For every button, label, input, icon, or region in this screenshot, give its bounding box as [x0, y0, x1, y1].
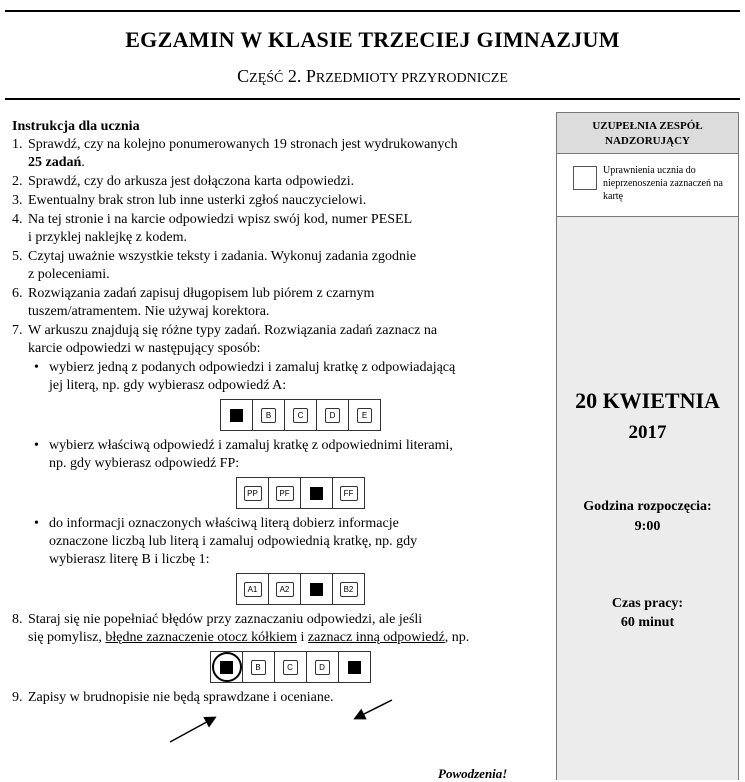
bullet: • — [34, 360, 39, 375]
correction-circle — [212, 652, 242, 682]
exam-subtitle — [0, 66, 745, 87]
answer-cell — [252, 399, 284, 431]
item-bold-text: 25 zadań — [28, 155, 82, 170]
answer-box-label: A2 — [276, 582, 294, 597]
exam-date: 20 KWIETNIA — [575, 388, 720, 413]
item-number: 2. — [12, 174, 23, 189]
item-text-end: . — [81, 155, 85, 170]
instruction-item-2 — [12, 173, 552, 191]
item-number: 7. — [12, 323, 23, 338]
underlined-text: zaznacz inną odpowiedź — [307, 630, 445, 645]
instruction-item-9 — [12, 689, 552, 707]
subtitle-smallcaps-2: RZEDMIOTY PRZYRODNICZE — [315, 71, 508, 86]
instructions-list — [12, 136, 552, 707]
exam-year: 2017 — [628, 422, 667, 443]
item-text: Czytaj uważnie wszystkie teksty i zadania. Wykonuj zadania zgodnie — [28, 249, 417, 264]
item-text: Staraj się nie popełniać błędów przy zaznaczaniu odpowiedzi, ale jeśli — [28, 612, 423, 627]
item-number: 6. — [12, 286, 23, 301]
item-number: 8. — [12, 612, 23, 627]
filled-square — [310, 487, 323, 500]
answer-box-label: D — [315, 660, 330, 675]
item-number: 1. — [12, 137, 23, 152]
item-text: Sprawdź, czy na kolejno ponumerowanych 19 stronach jest wydrukowanych — [28, 137, 458, 152]
item-text: , np. — [444, 630, 470, 645]
item-text: tuszem/atramentem. Nie używaj korektora. — [28, 304, 270, 319]
item-text: z poleceniami. — [28, 267, 110, 282]
item-number: 9. — [12, 690, 23, 705]
item-text: Na tej stronie i na karcie odpowiedzi wpisz swój kod, numer PESEL — [28, 212, 413, 227]
answer-cell-filled — [300, 573, 332, 605]
item-text: i przyklej naklejkę z kodem. — [28, 230, 187, 245]
bullet: • — [34, 438, 39, 453]
instructions-heading: Instrukcja dla ucznia — [12, 119, 140, 134]
answer-box-label: E — [357, 408, 372, 423]
answer-cell — [274, 651, 306, 683]
answer-box-label: PF — [276, 486, 294, 501]
item-text: jej literą, np. gdy wybierasz odpowiedź A: — [49, 378, 287, 393]
answer-box-label: C — [283, 660, 298, 675]
filled-square — [310, 583, 323, 596]
item-text: wybierz właściwą odpowiedź i zamaluj kratkę z odpowiednimi literami, — [49, 438, 453, 453]
answer-method-truefalse — [28, 437, 552, 509]
underlined-text: błędne zaznaczenie otocz kółkiem — [105, 630, 298, 645]
answer-cell — [268, 573, 300, 605]
answer-method-matching — [28, 515, 552, 605]
instruction-item-1 — [12, 136, 552, 172]
answer-box-label: C — [293, 408, 308, 423]
answer-box-label: B2 — [340, 582, 358, 597]
answer-cell-filled — [338, 651, 371, 683]
subtitle-mid: 2. P — [283, 66, 316, 86]
item-text: Rozwiązania zadań zapisuj długopisem lub piórem z czarnym — [28, 286, 375, 301]
subtitle-smallcaps-1: ZĘŚĆ — [249, 71, 284, 86]
answer-cell-filled — [300, 477, 332, 509]
left-arrow — [170, 718, 214, 742]
accommodation-box — [557, 154, 738, 217]
answer-cell — [316, 399, 348, 431]
answer-cell — [332, 477, 365, 509]
title-rule — [5, 98, 740, 100]
bullet: • — [34, 516, 39, 531]
item-text: Ewentualny brak stron lub inne usterki zgłoś nauczycielowi. — [28, 193, 367, 208]
instruction-item-4 — [12, 211, 552, 247]
accommodation-checkbox[interactable] — [573, 166, 597, 190]
answer-box-label: FF — [340, 486, 358, 501]
item-text: Sprawdź, czy do arkusza jest dołączona karta odpowiedzi. — [28, 174, 355, 189]
example-answer-row-a — [49, 399, 552, 431]
student-instructions — [12, 118, 552, 708]
answer-cell — [268, 477, 300, 509]
item-text: do informacji oznaczonych właściwą literą dobierz informacje — [49, 516, 399, 531]
answer-box-label: B — [261, 408, 276, 423]
item-number: 5. — [12, 249, 23, 264]
filled-square — [230, 409, 243, 422]
answer-box-label: D — [325, 408, 340, 423]
instruction-item-8 — [12, 611, 552, 683]
answer-box-label: A1 — [244, 582, 262, 597]
instruction-item-7 — [12, 322, 552, 605]
start-time-value: 9:00 — [634, 519, 661, 534]
instruction-item-6 — [12, 285, 552, 321]
answer-box-label: PP — [244, 486, 262, 501]
item-text: się pomylisz, — [28, 630, 106, 645]
item-text: np. gdy wybierasz odpowiedź FP: — [49, 456, 240, 471]
sidebar-heading-line1: UZUPEŁNIA ZESPÓŁ — [592, 120, 703, 132]
item-text: Zapisy w brudnopisie nie będą sprawdzane i oceniane. — [28, 690, 334, 705]
answer-cell-circled — [210, 651, 242, 683]
item-text: wybierz jedną z podanych odpowiedzi i zamaluj kratkę z odpowiadającą — [49, 360, 456, 375]
answer-cell — [284, 399, 316, 431]
duration-label: Czas pracy: — [611, 596, 684, 611]
sidebar-heading — [557, 112, 738, 154]
item-text: W arkuszu znajdują się różne typy zadań. Rozwiązania zadań zaznacz na — [28, 323, 438, 338]
filled-square — [348, 661, 361, 674]
answer-cell — [306, 651, 338, 683]
proctor-sidebar — [556, 112, 739, 780]
item-text: karcie odpowiedzi w następujący sposób: — [28, 341, 261, 356]
instruction-item-3 — [12, 192, 552, 210]
accommodation-label: Uprawnienia ucznia do nieprzenoszenia zaznaczeń na kartę — [603, 165, 723, 202]
answer-cell — [332, 573, 365, 605]
answer-cell — [242, 651, 274, 683]
closing-note: Powodzenia! — [438, 766, 508, 781]
answer-method-single — [28, 359, 552, 431]
answer-cell — [348, 399, 381, 431]
example-answer-row-fp — [49, 477, 552, 509]
top-rule — [5, 10, 740, 12]
item-text: oznaczone liczbą lub literą i zamaluj odpowiednią kratkę, np. gdy — [49, 534, 418, 549]
instruction-item-5 — [12, 248, 552, 284]
answer-cell — [236, 477, 268, 509]
exam-title: EGZAMIN W KLASIE TRZECIEJ GIMNAZJUM — [125, 27, 620, 52]
answer-methods-list — [28, 359, 552, 605]
example-correction-row — [28, 651, 552, 683]
item-text: i — [297, 630, 308, 645]
example-answer-row-b1 — [49, 573, 552, 605]
sidebar-heading-line2: NADZORUJĄCY — [605, 135, 690, 147]
item-number: 3. — [12, 193, 23, 208]
duration-value: 60 minut — [620, 615, 675, 630]
item-number: 4. — [12, 212, 23, 227]
answer-cell-filled — [220, 399, 252, 431]
subtitle-cap: C — [237, 66, 250, 86]
answer-box-label: B — [251, 660, 266, 675]
item-text: wybierasz literę B i liczbę 1: — [49, 552, 210, 567]
start-time-label: Godzina rozpoczęcia: — [583, 499, 712, 514]
answer-cell — [236, 573, 268, 605]
